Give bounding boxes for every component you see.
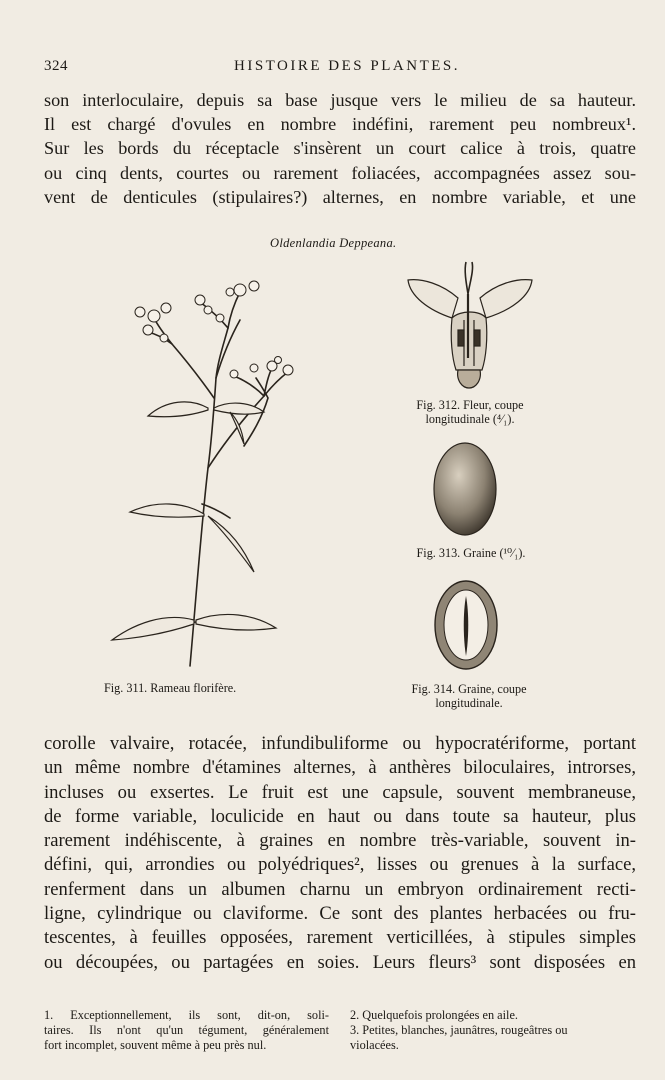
figure-314-caption: [394, 682, 544, 710]
text-line: vent de denticules (stipulaires?) alternes, en nombre variable, et une: [44, 186, 636, 207]
flower-section-illustration: [404, 258, 534, 390]
text-line: renferment dans un albumen charnu un embryon ordinairement recti-: [44, 878, 636, 900]
figure-311-caption: Fig. 311. Rameau florifère.: [104, 681, 237, 695]
seed-illustration: [430, 440, 500, 538]
text-line: corolle valvaire, rotacée, infundibuliforme ou hypocratériforme, portant: [44, 733, 636, 754]
footnote-line: 3. Petites, blanches, jaunâtres, rougeâtres ou: [350, 1023, 568, 1037]
text-line: de forme variable, loculicide en haut ou dans toute sa hauteur, plus: [44, 805, 636, 827]
footnote-line: 2. Quelquefois prolongées en aile.: [350, 1008, 519, 1022]
figure-312-caption-line2: longitudinale (⁴⁄₁).: [425, 412, 515, 426]
running-title: HISTOIRE DES PLANTES.: [234, 58, 460, 74]
page-header: [44, 58, 631, 80]
text-line: défini, qui, arrondies ou polyédriques², lisses ou grenues à la surface,: [44, 854, 636, 876]
page-number: 324: [44, 58, 68, 74]
text-line: un même nombre d'étamines alternes, à anthères biloculaires, introrses,: [44, 757, 636, 779]
text-line: incluses ou exsertes. Le fruit est une capsule, souvent membraneuse,: [44, 781, 636, 803]
text-line: son interloculaire, depuis sa base jusque vers le milieu de sa hauteur.: [44, 90, 636, 110]
footnote-line: fort incomplet, souvent même à peu près nul.: [44, 1038, 267, 1052]
flowering-branch-illustration: [104, 268, 314, 672]
text-line: Sur les bords du réceptacle s'insèrent un court calice à trois, quatre: [44, 138, 636, 159]
figure-313-caption: Fig. 313. Graine (¹⁰⁄₁).: [416, 546, 526, 560]
figure-312-caption-line1: Fig. 312. Fleur, coupe: [416, 398, 524, 412]
plate-title: Oldenlandia Deppeana.: [270, 236, 397, 250]
paragraph-bottom: [44, 732, 636, 975]
paragraph-top: [44, 88, 636, 209]
footnote-line: taires. Ils n'ont qu'un tégument, généralement: [44, 1023, 329, 1037]
figure-314-caption-line2: longitudinale.: [435, 696, 503, 710]
footnotes-left-column: [44, 1008, 329, 1053]
text-line: ou cinq dents, courtes ou rarement foliacées, accompagnées assez sou-: [44, 162, 636, 183]
text-line: ou découpées, ou partagées en soies. Leurs fleurs³ sont disposées en: [44, 951, 636, 973]
figure-312-caption: [396, 398, 544, 426]
figure-314-caption-line1: Fig. 314. Graine, coupe: [411, 682, 527, 696]
text-line: tescentes, à feuilles opposées, rarement verticillées, à stipules simples: [44, 927, 636, 949]
footnote-line: 1. Exceptionnellement, ils sont, dit-on, soli-: [44, 1008, 329, 1022]
text-line: rarement indéhiscente, à graines en nombre très-variable, souvent in-: [44, 830, 636, 852]
footnote-line: violacées.: [350, 1038, 399, 1052]
text-line: Il est chargé d'ovules en nombre indéfini, rarement peu nombreux¹.: [44, 114, 636, 135]
footnotes-right-column: [350, 1008, 635, 1053]
seed-section-illustration: [432, 578, 500, 672]
text-line: ligne, cylindrique ou claviforme. Ce sont des plantes herbacées ou fru-: [44, 903, 636, 925]
